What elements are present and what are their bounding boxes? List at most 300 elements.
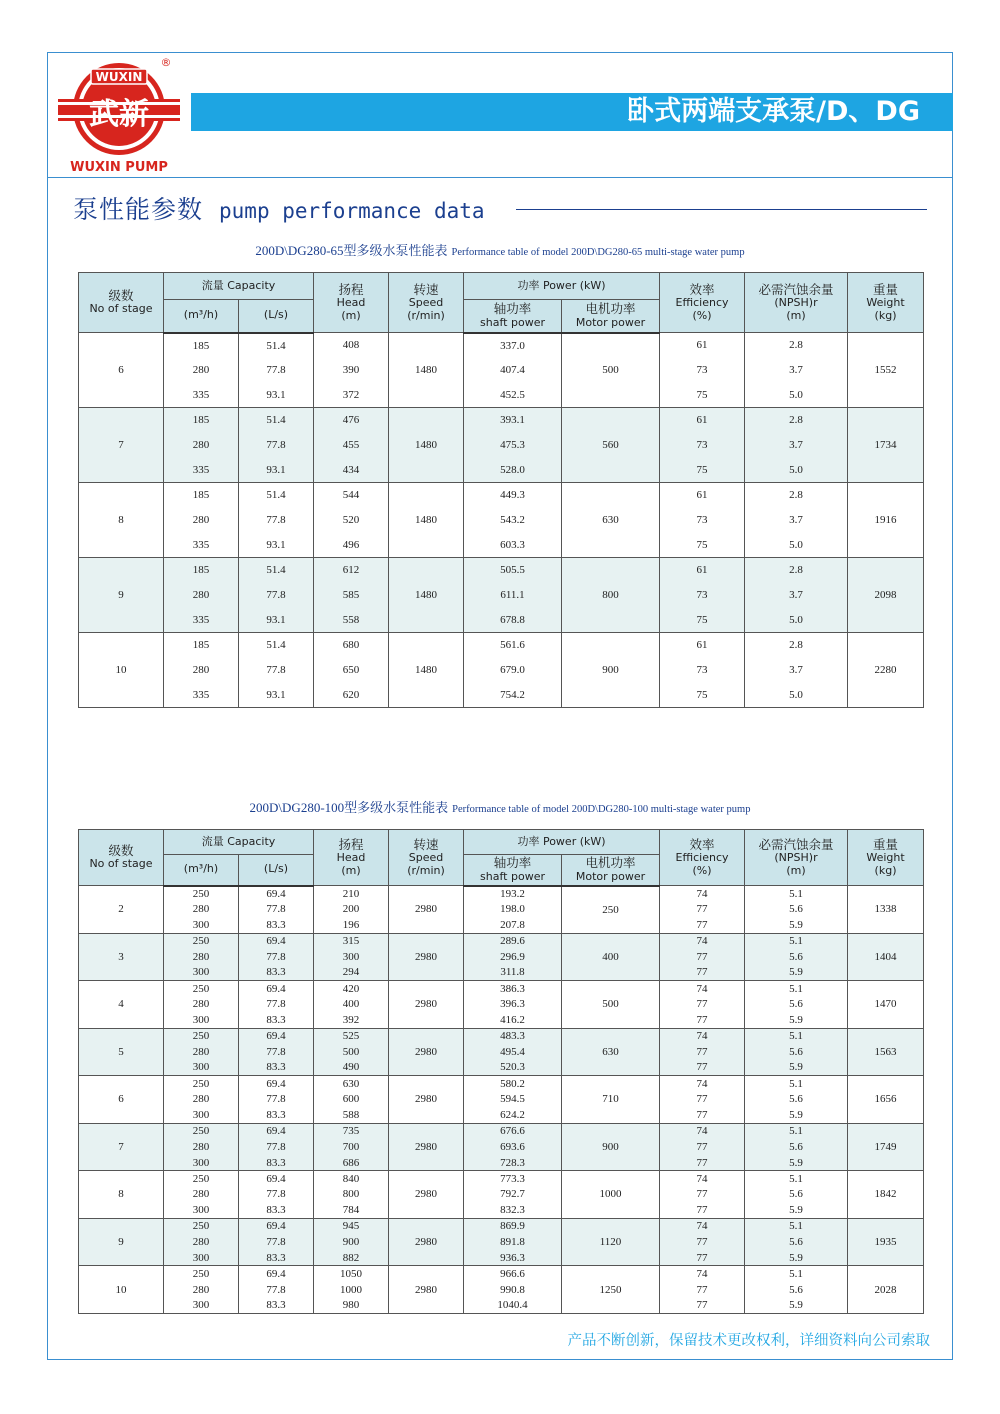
capacity-m3h-cell: 280: [164, 996, 239, 1012]
capacity-m3h-cell: 280: [164, 508, 239, 533]
efficiency-cell: 73: [660, 658, 745, 683]
efficiency-cell: 77: [660, 1155, 745, 1171]
weight-cell: 1749: [848, 1123, 924, 1171]
efficiency-cell: 75: [660, 683, 745, 708]
capacity-m3h-cell: 300: [164, 1297, 239, 1313]
capacity-m3h-cell: 250: [164, 1171, 239, 1187]
head-cell: 408: [314, 333, 389, 358]
capacity-ls-cell: 51.4: [239, 408, 314, 433]
speed-cell: 2980: [389, 933, 464, 981]
stage-cell: 10: [79, 633, 164, 708]
table-row: [79, 949, 924, 965]
npsh-cell: 5.1: [745, 1028, 848, 1044]
capacity-ls-cell: 83.3: [239, 1155, 314, 1171]
efficiency-cell: 75: [660, 458, 745, 483]
capacity-m3h-cell: 280: [164, 1091, 239, 1107]
head-cell: 686: [314, 1155, 389, 1171]
efficiency-cell: 77: [660, 901, 745, 917]
capacity-ls-cell: 69.4: [239, 933, 314, 949]
head-cell: 196: [314, 917, 389, 933]
header-cap-m3h: (m³/h): [164, 300, 239, 333]
capacity-m3h-cell: 250: [164, 1218, 239, 1234]
table-row: [79, 533, 924, 558]
shaft-power-cell: 543.2: [464, 508, 562, 533]
capacity-ls-cell: 77.8: [239, 1234, 314, 1250]
head-cell: 420: [314, 981, 389, 997]
npsh-cell: 5.1: [745, 886, 848, 902]
shaft-power-cell: 580.2: [464, 1076, 562, 1092]
shaft-power-cell: 624.2: [464, 1107, 562, 1123]
npsh-cell: 3.7: [745, 358, 848, 383]
weight-cell: 2098: [848, 558, 924, 633]
weight-cell: 2028: [848, 1266, 924, 1314]
shaft-power-cell: 1040.4: [464, 1297, 562, 1313]
table-row: [79, 1060, 924, 1076]
table-row: [79, 1107, 924, 1123]
speed-cell: 2980: [389, 1076, 464, 1124]
weight-cell: 1563: [848, 1028, 924, 1076]
capacity-m3h-cell: 185: [164, 558, 239, 583]
weight-cell: 1656: [848, 1076, 924, 1124]
efficiency-cell: 73: [660, 508, 745, 533]
shaft-power-cell: 396.3: [464, 996, 562, 1012]
capacity-ls-cell: 77.8: [239, 658, 314, 683]
capacity-ls-cell: 93.1: [239, 458, 314, 483]
motor-power-cell: 400: [562, 933, 660, 981]
table-row: [79, 933, 924, 949]
header-head: 扬程 Head (m): [314, 273, 389, 333]
table-row: [79, 683, 924, 708]
stage-cell: 5: [79, 1028, 164, 1076]
efficiency-cell: 74: [660, 1266, 745, 1282]
capacity-m3h-cell: 280: [164, 1139, 239, 1155]
efficiency-cell: 61: [660, 333, 745, 358]
stage-cell: 7: [79, 1123, 164, 1171]
table-row: [79, 1076, 924, 1092]
header-speed: 转速 Speed (r/min): [389, 830, 464, 886]
footer-note: 产品不断创新，保留技术更改权利，详细资料向公司索取: [567, 1333, 930, 1349]
shaft-power-cell: 449.3: [464, 483, 562, 508]
shaft-power-cell: 198.0: [464, 901, 562, 917]
npsh-cell: 5.0: [745, 608, 848, 633]
svg-text:WUXIN: WUXIN: [95, 70, 143, 84]
capacity-ls-cell: 69.4: [239, 1266, 314, 1282]
capacity-m3h-cell: 300: [164, 1107, 239, 1123]
head-cell: 600: [314, 1091, 389, 1107]
npsh-cell: 2.8: [745, 633, 848, 658]
motor-power-cell: 800: [562, 558, 660, 633]
capacity-m3h-cell: 300: [164, 1155, 239, 1171]
npsh-cell: 5.1: [745, 1218, 848, 1234]
header-power: 功率 Power (kW): [464, 273, 660, 300]
table-1-body: [79, 333, 924, 708]
shaft-power-cell: 483.3: [464, 1028, 562, 1044]
weight-cell: 1338: [848, 886, 924, 934]
capacity-m3h-cell: 280: [164, 901, 239, 917]
speed-cell: 2980: [389, 1028, 464, 1076]
shaft-power-cell: 990.8: [464, 1282, 562, 1298]
capacity-ls-cell: 77.8: [239, 508, 314, 533]
capacity-m3h-cell: 300: [164, 1012, 239, 1028]
head-cell: 210: [314, 886, 389, 902]
npsh-cell: 3.7: [745, 508, 848, 533]
weight-cell: 1404: [848, 933, 924, 981]
stage-cell: 2: [79, 886, 164, 934]
table-row: [79, 458, 924, 483]
table-row: [79, 658, 924, 683]
capacity-m3h-cell: 300: [164, 1202, 239, 1218]
head-cell: 700: [314, 1139, 389, 1155]
table-row: [79, 1012, 924, 1028]
npsh-cell: 5.0: [745, 683, 848, 708]
shaft-power-cell: 416.2: [464, 1012, 562, 1028]
capacity-ls-cell: 93.1: [239, 608, 314, 633]
head-cell: 476: [314, 408, 389, 433]
header-npsh: 必需汽蚀余量 (NPSH)r (m): [745, 830, 848, 886]
table-row: [79, 333, 924, 358]
head-cell: 294: [314, 965, 389, 981]
shaft-power-cell: 966.6: [464, 1266, 562, 1282]
speed-cell: 2980: [389, 886, 464, 934]
efficiency-cell: 61: [660, 408, 745, 433]
npsh-cell: 5.6: [745, 1091, 848, 1107]
npsh-cell: 5.1: [745, 1076, 848, 1092]
npsh-cell: 5.1: [745, 981, 848, 997]
stage-cell: 10: [79, 1266, 164, 1314]
shaft-power-cell: 386.3: [464, 981, 562, 997]
stage-cell: 6: [79, 1076, 164, 1124]
table-row: [79, 1202, 924, 1218]
npsh-cell: 5.9: [745, 1250, 848, 1266]
shaft-power-cell: 832.3: [464, 1202, 562, 1218]
npsh-cell: 5.0: [745, 533, 848, 558]
stage-cell: 9: [79, 558, 164, 633]
motor-power-cell: 1000: [562, 1171, 660, 1219]
table-row: [79, 433, 924, 458]
efficiency-cell: 77: [660, 1139, 745, 1155]
table-2-body: [79, 886, 924, 1314]
performance-table-2: [78, 829, 924, 1314]
npsh-cell: 2.8: [745, 408, 848, 433]
capacity-m3h-cell: 185: [164, 483, 239, 508]
head-cell: 800: [314, 1187, 389, 1203]
capacity-ls-cell: 69.4: [239, 981, 314, 997]
capacity-m3h-cell: 280: [164, 433, 239, 458]
motor-power-cell: 710: [562, 1076, 660, 1124]
weight-cell: 2280: [848, 633, 924, 708]
shaft-power-cell: 728.3: [464, 1155, 562, 1171]
head-cell: 612: [314, 558, 389, 583]
head-cell: 980: [314, 1297, 389, 1313]
header-npsh: 必需汽蚀余量 (NPSH)r (m): [745, 273, 848, 333]
efficiency-cell: 74: [660, 1123, 745, 1139]
capacity-ls-cell: 51.4: [239, 483, 314, 508]
header-cap-m3h: (m³/h): [164, 855, 239, 886]
npsh-cell: 3.7: [745, 658, 848, 683]
efficiency-cell: 77: [660, 1044, 745, 1060]
capacity-m3h-cell: 250: [164, 1028, 239, 1044]
header-title: 卧式两端支承泵/D、DG: [627, 96, 920, 127]
shaft-power-cell: 936.3: [464, 1250, 562, 1266]
efficiency-cell: 75: [660, 533, 745, 558]
table-row: [79, 1218, 924, 1234]
shaft-power-cell: 495.4: [464, 1044, 562, 1060]
head-cell: 525: [314, 1028, 389, 1044]
table-row: [79, 1282, 924, 1298]
efficiency-cell: 74: [660, 886, 745, 902]
speed-cell: 2980: [389, 1266, 464, 1314]
capacity-ls-cell: 51.4: [239, 333, 314, 358]
npsh-cell: 5.0: [745, 458, 848, 483]
capacity-ls-cell: 83.3: [239, 1107, 314, 1123]
head-cell: 500: [314, 1044, 389, 1060]
table2-caption-cn: 200D\DG280-100型多级水泵性能表: [249, 800, 449, 815]
header-stage: 级数 No of stage: [79, 273, 164, 333]
efficiency-cell: 74: [660, 981, 745, 997]
table-row: [79, 1091, 924, 1107]
svg-text:武新: 武新: [89, 97, 149, 132]
head-cell: 840: [314, 1171, 389, 1187]
npsh-cell: 5.9: [745, 1060, 848, 1076]
efficiency-cell: 73: [660, 583, 745, 608]
table-row: [79, 483, 924, 508]
efficiency-cell: 77: [660, 1297, 745, 1313]
npsh-cell: 5.1: [745, 1266, 848, 1282]
wuxin-logo: [58, 56, 180, 174]
table-row: [79, 1234, 924, 1250]
head-cell: 496: [314, 533, 389, 558]
motor-power-cell: 560: [562, 408, 660, 483]
shaft-power-cell: 792.7: [464, 1187, 562, 1203]
efficiency-cell: 75: [660, 383, 745, 408]
table-row: [79, 965, 924, 981]
npsh-cell: 3.7: [745, 583, 848, 608]
capacity-ls-cell: 51.4: [239, 633, 314, 658]
capacity-ls-cell: 83.3: [239, 917, 314, 933]
shaft-power-cell: 611.1: [464, 583, 562, 608]
weight-cell: 1470: [848, 981, 924, 1029]
head-cell: 400: [314, 996, 389, 1012]
shaft-power-cell: 452.5: [464, 383, 562, 408]
head-cell: 544: [314, 483, 389, 508]
npsh-cell: 5.1: [745, 1171, 848, 1187]
stage-cell: 7: [79, 408, 164, 483]
section-rule: [516, 209, 927, 210]
table-row: [79, 1187, 924, 1203]
npsh-cell: 5.9: [745, 1155, 848, 1171]
table-row: [79, 508, 924, 533]
header-capacity: 流量 Capacity: [164, 273, 314, 300]
efficiency-cell: 77: [660, 1250, 745, 1266]
table1-caption-en: Performance table of model 200D\DG280-65 multi-stage water pump: [451, 247, 745, 258]
header-shaft-power: 轴功率 shaft power: [464, 300, 562, 333]
section-title-cn: 泵性能参数: [73, 195, 204, 224]
capacity-m3h-cell: 300: [164, 1250, 239, 1266]
capacity-m3h-cell: 300: [164, 917, 239, 933]
weight-cell: 1935: [848, 1218, 924, 1266]
header-capacity: 流量 Capacity: [164, 830, 314, 855]
capacity-m3h-cell: 250: [164, 933, 239, 949]
shaft-power-cell: 475.3: [464, 433, 562, 458]
efficiency-cell: 61: [660, 483, 745, 508]
shaft-power-cell: 296.9: [464, 949, 562, 965]
motor-power-cell: 250: [562, 886, 660, 934]
stage-cell: 3: [79, 933, 164, 981]
capacity-ls-cell: 77.8: [239, 1139, 314, 1155]
shaft-power-cell: 528.0: [464, 458, 562, 483]
table-row: [79, 981, 924, 997]
shaft-power-cell: 407.4: [464, 358, 562, 383]
capacity-m3h-cell: 280: [164, 658, 239, 683]
efficiency-cell: 77: [660, 1234, 745, 1250]
header-speed: 转速 Speed (r/min): [389, 273, 464, 333]
capacity-m3h-cell: 280: [164, 949, 239, 965]
header-weight: 重量 Weight (kg): [848, 273, 924, 333]
header-motor-power: 电机功率 Motor power: [562, 855, 660, 886]
npsh-cell: 2.8: [745, 558, 848, 583]
capacity-m3h-cell: 250: [164, 1076, 239, 1092]
header-cap-ls: (L/s): [239, 855, 314, 886]
capacity-ls-cell: 77.8: [239, 901, 314, 917]
npsh-cell: 5.9: [745, 1012, 848, 1028]
table-row: [79, 1297, 924, 1313]
head-cell: 1000: [314, 1282, 389, 1298]
table-row: [79, 1171, 924, 1187]
header-efficiency: 效率 Efficiency (%): [660, 273, 745, 333]
efficiency-cell: 73: [660, 358, 745, 383]
capacity-ls-cell: 77.8: [239, 358, 314, 383]
npsh-cell: 5.9: [745, 1202, 848, 1218]
capacity-m3h-cell: 280: [164, 1044, 239, 1060]
efficiency-cell: 61: [660, 633, 745, 658]
capacity-ls-cell: 77.8: [239, 996, 314, 1012]
capacity-ls-cell: 83.3: [239, 1250, 314, 1266]
capacity-m3h-cell: 250: [164, 1266, 239, 1282]
npsh-cell: 2.8: [745, 483, 848, 508]
motor-power-cell: 500: [562, 333, 660, 408]
weight-cell: 1916: [848, 483, 924, 558]
capacity-m3h-cell: 280: [164, 1234, 239, 1250]
stage-cell: 4: [79, 981, 164, 1029]
efficiency-cell: 74: [660, 1171, 745, 1187]
stage-cell: 6: [79, 333, 164, 408]
table-row: [79, 886, 924, 902]
stage-cell: 8: [79, 483, 164, 558]
npsh-cell: 3.7: [745, 433, 848, 458]
head-cell: 588: [314, 1107, 389, 1123]
npsh-cell: 5.9: [745, 965, 848, 981]
head-cell: 520: [314, 508, 389, 533]
npsh-cell: 5.6: [745, 1044, 848, 1060]
efficiency-cell: 77: [660, 1187, 745, 1203]
header-banner: [191, 93, 953, 131]
capacity-ls-cell: 83.3: [239, 965, 314, 981]
efficiency-cell: 75: [660, 608, 745, 633]
speed-cell: 2980: [389, 981, 464, 1029]
npsh-cell: 5.6: [745, 1282, 848, 1298]
header-motor-power: 电机功率 Motor power: [562, 300, 660, 333]
shaft-power-cell: 393.1: [464, 408, 562, 433]
table-row: [79, 1044, 924, 1060]
capacity-m3h-cell: 300: [164, 1060, 239, 1076]
capacity-ls-cell: 69.4: [239, 1171, 314, 1187]
shaft-power-cell: 773.3: [464, 1171, 562, 1187]
speed-cell: 2980: [389, 1171, 464, 1219]
header-weight: 重量 Weight (kg): [848, 830, 924, 886]
capacity-ls-cell: 77.8: [239, 433, 314, 458]
table2-caption: [0, 797, 1000, 817]
capacity-m3h-cell: 185: [164, 633, 239, 658]
capacity-m3h-cell: 250: [164, 981, 239, 997]
capacity-ls-cell: 51.4: [239, 558, 314, 583]
npsh-cell: 5.0: [745, 383, 848, 408]
npsh-cell: 5.9: [745, 1107, 848, 1123]
table-row: [79, 1139, 924, 1155]
capacity-ls-cell: 69.4: [239, 1076, 314, 1092]
npsh-cell: 5.6: [745, 1187, 848, 1203]
shaft-power-cell: 193.2: [464, 886, 562, 902]
efficiency-cell: 74: [660, 933, 745, 949]
capacity-ls-cell: 77.8: [239, 949, 314, 965]
head-cell: 650: [314, 658, 389, 683]
npsh-cell: 5.6: [745, 1234, 848, 1250]
weight-cell: 1552: [848, 333, 924, 408]
head-cell: 630: [314, 1076, 389, 1092]
npsh-cell: 5.1: [745, 1123, 848, 1139]
head-cell: 945: [314, 1218, 389, 1234]
table1-caption-cn: 200D\DG280-65型多级水泵性能表: [255, 243, 448, 258]
speed-cell: 1480: [389, 333, 464, 408]
capacity-ls-cell: 69.4: [239, 1218, 314, 1234]
head-cell: 434: [314, 458, 389, 483]
shaft-power-cell: 869.9: [464, 1218, 562, 1234]
capacity-m3h-cell: 280: [164, 583, 239, 608]
shaft-power-cell: 289.6: [464, 933, 562, 949]
head-cell: 372: [314, 383, 389, 408]
capacity-ls-cell: 93.1: [239, 683, 314, 708]
efficiency-cell: 77: [660, 1012, 745, 1028]
head-cell: 784: [314, 1202, 389, 1218]
shaft-power-cell: 891.8: [464, 1234, 562, 1250]
shaft-power-cell: 561.6: [464, 633, 562, 658]
stage-cell: 8: [79, 1171, 164, 1219]
head-cell: 490: [314, 1060, 389, 1076]
efficiency-cell: 77: [660, 1091, 745, 1107]
speed-cell: 1480: [389, 633, 464, 708]
stage-cell: 9: [79, 1218, 164, 1266]
table-row: [79, 583, 924, 608]
capacity-ls-cell: 69.4: [239, 886, 314, 902]
capacity-m3h-cell: 280: [164, 1282, 239, 1298]
head-cell: 390: [314, 358, 389, 383]
speed-cell: 1480: [389, 408, 464, 483]
capacity-ls-cell: 69.4: [239, 1028, 314, 1044]
head-cell: 735: [314, 1123, 389, 1139]
capacity-m3h-cell: 335: [164, 683, 239, 708]
motor-power-cell: 900: [562, 1123, 660, 1171]
head-cell: 558: [314, 608, 389, 633]
shaft-power-cell: 505.5: [464, 558, 562, 583]
performance-table-1: [78, 272, 924, 708]
speed-cell: 2980: [389, 1123, 464, 1171]
table-row: [79, 358, 924, 383]
shaft-power-cell: 679.0: [464, 658, 562, 683]
weight-cell: 1842: [848, 1171, 924, 1219]
capacity-m3h-cell: 335: [164, 533, 239, 558]
capacity-ls-cell: 77.8: [239, 583, 314, 608]
table-row: [79, 996, 924, 1012]
table-row: [79, 1266, 924, 1282]
